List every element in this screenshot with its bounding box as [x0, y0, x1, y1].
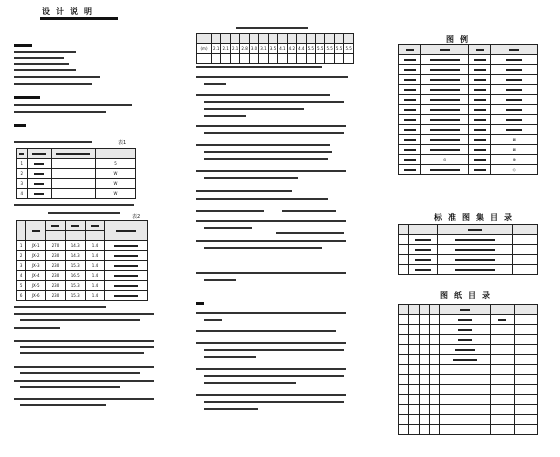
drawing-list-table [398, 304, 538, 435]
table1-row: 1 5 [17, 159, 136, 169]
top-table: (m) 2.1 2.1 2.1 2.8 3.0 3.1 3.5 4.1 4.2 4.4 5.5 5.5 5.5 5.5 5.5 [196, 33, 354, 64]
std-drawings-row [399, 245, 538, 255]
design-notes-title: 设计说明 [42, 7, 98, 16]
legend-symbol-icon: ◇ [491, 165, 538, 175]
table2-row: 1 JX-1 270 14.3 1.4 [17, 241, 148, 251]
drawing-list-row [399, 355, 538, 365]
design-notes-title-underline [40, 17, 118, 20]
drawing-list-row [399, 335, 538, 345]
std-drawings-row [399, 235, 538, 245]
top-table-caption [236, 27, 308, 29]
table2-label: 表2 [132, 214, 141, 220]
legend-row [399, 105, 538, 115]
table1-row: 4 W [17, 189, 136, 199]
std-drawings-table [398, 224, 538, 275]
drawing-list-row [399, 375, 538, 385]
legend-row [399, 85, 538, 95]
legend-row [399, 155, 538, 165]
drawing-list-row [399, 415, 538, 425]
std-drawings-title: 标准图集目录 [434, 213, 518, 222]
table2-row: 3 JX-3 230 15.3 1.4 [17, 261, 148, 271]
drawing-list-row [399, 385, 538, 395]
legend-title: 图例 [446, 35, 474, 44]
legend-row [399, 95, 538, 105]
legend-row [399, 115, 538, 125]
legend-row [399, 55, 538, 65]
drawing-list-title: 图纸目录 [440, 291, 496, 300]
drawing-list-row [399, 325, 538, 335]
table2-row: 4 JX-4 230 16.5 1.4 [17, 271, 148, 281]
table1-row: 2 W [17, 169, 136, 179]
drawing-list-row [399, 405, 538, 415]
drawing-list-row [399, 315, 538, 325]
drawing-list-row [399, 365, 538, 375]
table2 [16, 220, 148, 301]
legend-symbol-icon: ⊠ [491, 135, 538, 145]
legend-table [398, 44, 538, 175]
table2-row: 6 JX-6 230 15.3 1.4 [17, 291, 148, 301]
legend-row [399, 75, 538, 85]
legend-symbol-icon: ⊠ [491, 145, 538, 155]
legend-row [399, 165, 538, 175]
table1-label: 表1 [118, 140, 127, 146]
legend-row [399, 145, 538, 155]
drawing-list-row [399, 395, 538, 405]
std-drawings-row [399, 255, 538, 265]
legend-row [399, 125, 538, 135]
legend-row [399, 65, 538, 75]
std-drawings-row [399, 265, 538, 275]
table1 [16, 148, 136, 199]
legend-row [399, 135, 538, 145]
table2-row: 5 JX-5 230 15.3 1.4 [17, 281, 148, 291]
table1-row: 3 W [17, 179, 136, 189]
legend-symbol-icon: ⊕ [491, 155, 538, 165]
drawing-list-row [399, 345, 538, 355]
table2-row: 2 JX-2 230 14.3 1.4 [17, 251, 148, 261]
drawing-list-row [399, 425, 538, 435]
legend-symbol-icon: ⊙ [421, 155, 469, 165]
